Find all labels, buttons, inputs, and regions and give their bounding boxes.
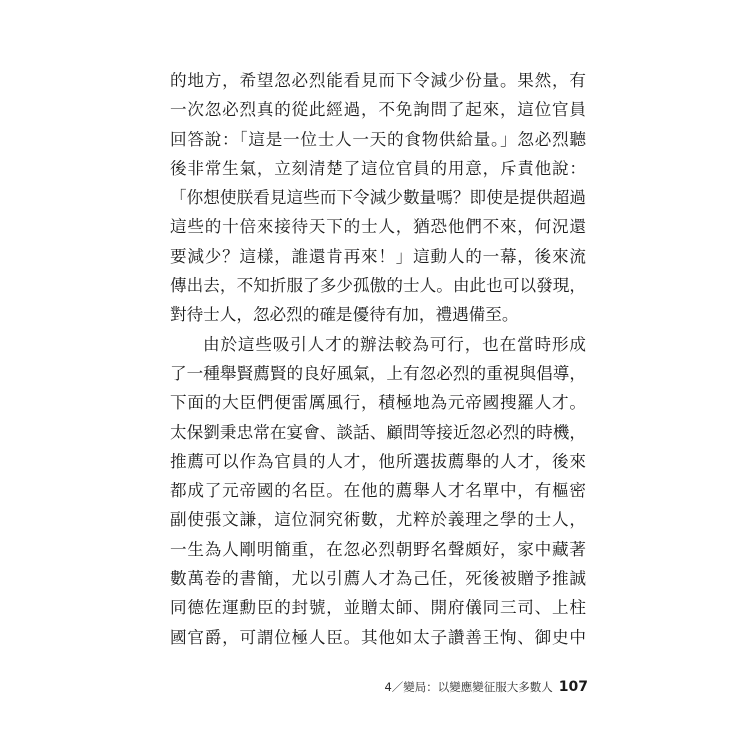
text-line: 要減少？這樣，誰還肯再來！」這動人的一幕，後來流	[170, 246, 586, 266]
page-footer	[384, 679, 588, 699]
text-line: 太保劉秉忠常在宴會、談話、顧問等接近忽必烈的時機，	[170, 422, 586, 442]
text-line: 國官爵，可謂位極人臣。其他如太子讚善王恂、御史中	[170, 627, 586, 647]
text-line: 「你想使朕看見這些而下令減少數量嗎？即使是提供超過	[170, 188, 586, 208]
text-line: 這些的十倍來接待天下的士人，猶恐他們不來，何況還	[170, 217, 586, 237]
body-text	[170, 66, 586, 652]
text-line: 的地方，希望忽必烈能看見而下令減少份量。果然，有	[170, 71, 586, 90]
page-number: 107	[558, 679, 588, 695]
text-line: 後非常生氣，立刻清楚了這位官員的用意，斥責他說：	[170, 158, 586, 178]
text-line: 都成了元帝國的名臣。在他的薦舉人才名單中，有樞密	[170, 481, 586, 501]
running-head: 4／變局：以變應變征服大多數人	[384, 680, 553, 694]
paragraph-2	[170, 330, 586, 652]
paragraph-1	[170, 66, 586, 330]
text-line: 副使張文謙，這位洞究術數，尤粹於義理之學的士人，	[170, 510, 586, 530]
text-line: 下面的大臣們便雷厲風行，積極地為元帝國搜羅人才。	[170, 393, 586, 413]
text-line: 由於這些吸引人才的辦法較為可行，也在當時形成	[203, 334, 586, 354]
text-line: 回答說：「這是一位士人一天的食物供給量。」忽必烈聽	[170, 129, 586, 149]
text-line: 推薦可以作為官員的人才，他所選拔薦舉的人才，後來	[170, 451, 586, 471]
text-line: 一次忽必烈真的從此經過，不免詢問了起來，這位官員	[170, 100, 586, 120]
text-line: 同德佐運勳臣的封號，並贈太師、開府儀同三司、上柱	[170, 598, 586, 618]
text-line: 了一種舉賢薦賢的良好風氣，上有忽必烈的重視與倡導，	[170, 363, 586, 383]
text-line: 對待士人，忽必烈的確是優待有加，禮遇備至。	[170, 305, 519, 325]
text-line: 一生為人剛明簡重，在忽必烈朝野名聲頗好，家中藏著	[170, 539, 586, 559]
text-line: 數萬卷的書簡，尤以引薦人才為己任，死後被贈予推誠	[170, 569, 586, 589]
text-line: 傳出去，不知折服了多少孤傲的士人。由此也可以發現，	[170, 276, 586, 296]
